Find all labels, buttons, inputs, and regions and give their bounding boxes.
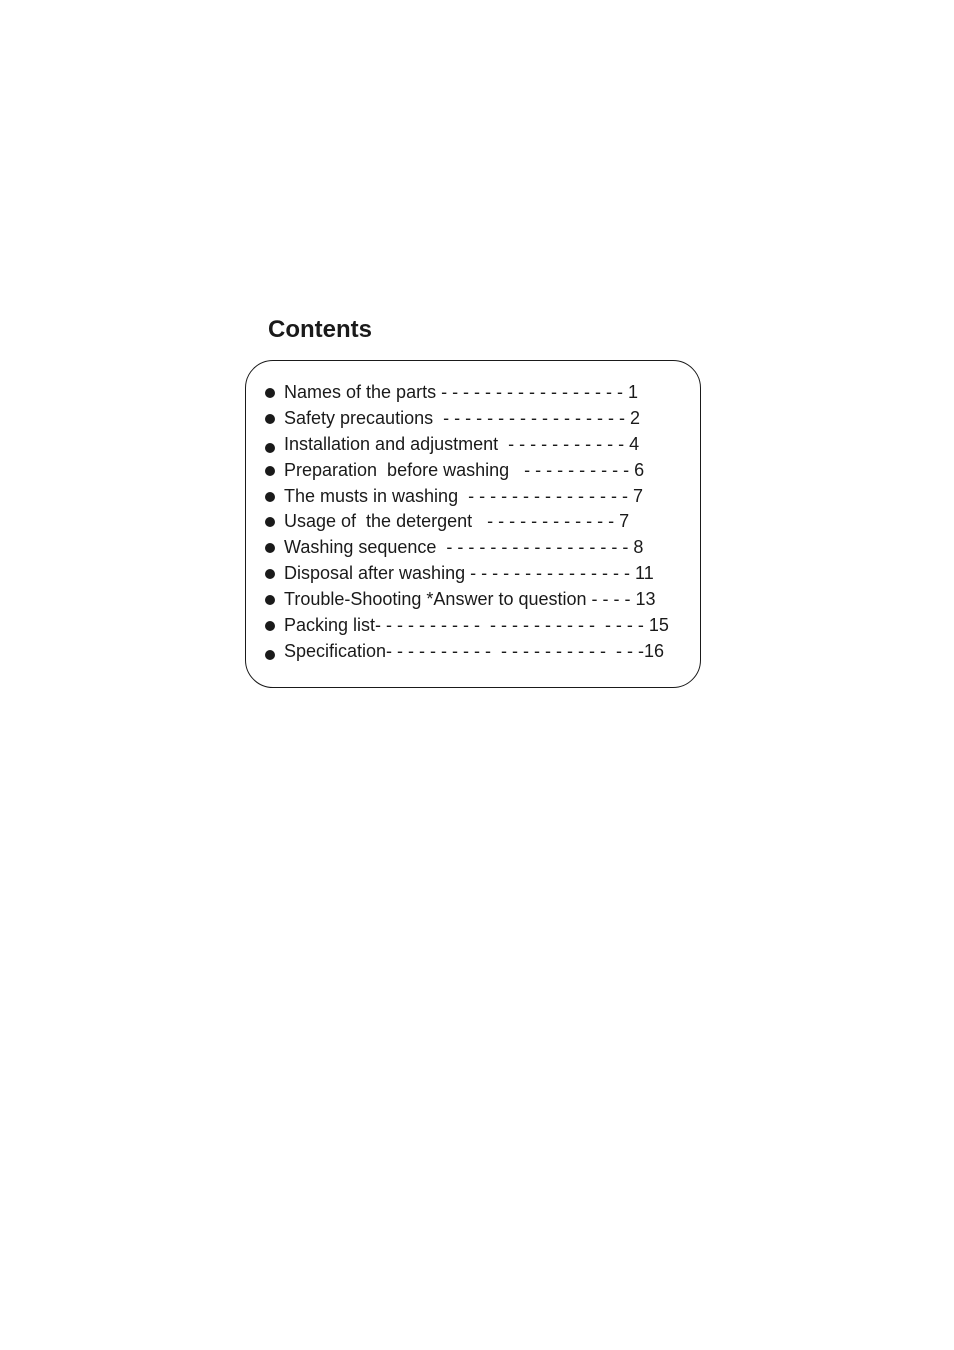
contents-list bbox=[265, 380, 669, 665]
list-item bbox=[265, 613, 669, 639]
bullet-icon bbox=[265, 414, 275, 424]
contents-entry: Installation and adjustment - - - - - - - - - - - 4 bbox=[284, 433, 640, 454]
page-title: Contents bbox=[268, 316, 372, 343]
list-item bbox=[265, 458, 645, 484]
bullet-icon bbox=[265, 492, 275, 502]
bullet-icon bbox=[265, 621, 275, 631]
contents-entry: Packing list- - - - - - - - - - - - - - - - - - - - - - - - 15 bbox=[284, 615, 669, 636]
contents-entry: Washing sequence - - - - - - - - - - - - - - - - - 8 bbox=[284, 537, 644, 558]
contents-entry: Usage of the detergent - - - - - - - - - - - - 7 bbox=[284, 511, 630, 532]
bullet-icon bbox=[265, 543, 275, 553]
contents-entry: Preparation before washing - - - - - - - - - - 6 bbox=[284, 459, 645, 480]
list-item bbox=[265, 380, 638, 406]
list-item bbox=[265, 406, 641, 432]
bullet-icon bbox=[265, 595, 275, 605]
contents-entry: Specification- - - - - - - - - - - - - - - - - - - - - - -16 bbox=[284, 640, 664, 661]
list-item bbox=[265, 484, 644, 510]
contents-entry: The musts in washing - - - - - - - - - - - - - - - 7 bbox=[284, 485, 644, 506]
bullet-icon bbox=[265, 650, 275, 660]
contents-entry: Names of the parts - - - - - - - - - - - - - - - - - 1 bbox=[284, 382, 638, 402]
contents-entry: Safety precautions - - - - - - - - - - - - - - - - - 2 bbox=[284, 407, 641, 428]
contents-entry: Disposal after washing - - - - - - - - - - - - - - - 11 bbox=[284, 563, 654, 584]
bullet-icon bbox=[265, 517, 275, 527]
list-item bbox=[265, 587, 656, 613]
bullet-icon bbox=[265, 569, 275, 579]
list-item bbox=[265, 535, 644, 561]
contents-entry: Trouble-Shooting *Answer to question - - - - 13 bbox=[284, 589, 656, 610]
bullet-icon bbox=[265, 466, 275, 476]
bullet-icon bbox=[265, 388, 275, 398]
bullet-icon bbox=[265, 443, 275, 453]
list-item bbox=[265, 639, 664, 665]
list-item bbox=[265, 561, 654, 587]
list-item bbox=[265, 432, 640, 458]
list-item bbox=[265, 509, 630, 535]
